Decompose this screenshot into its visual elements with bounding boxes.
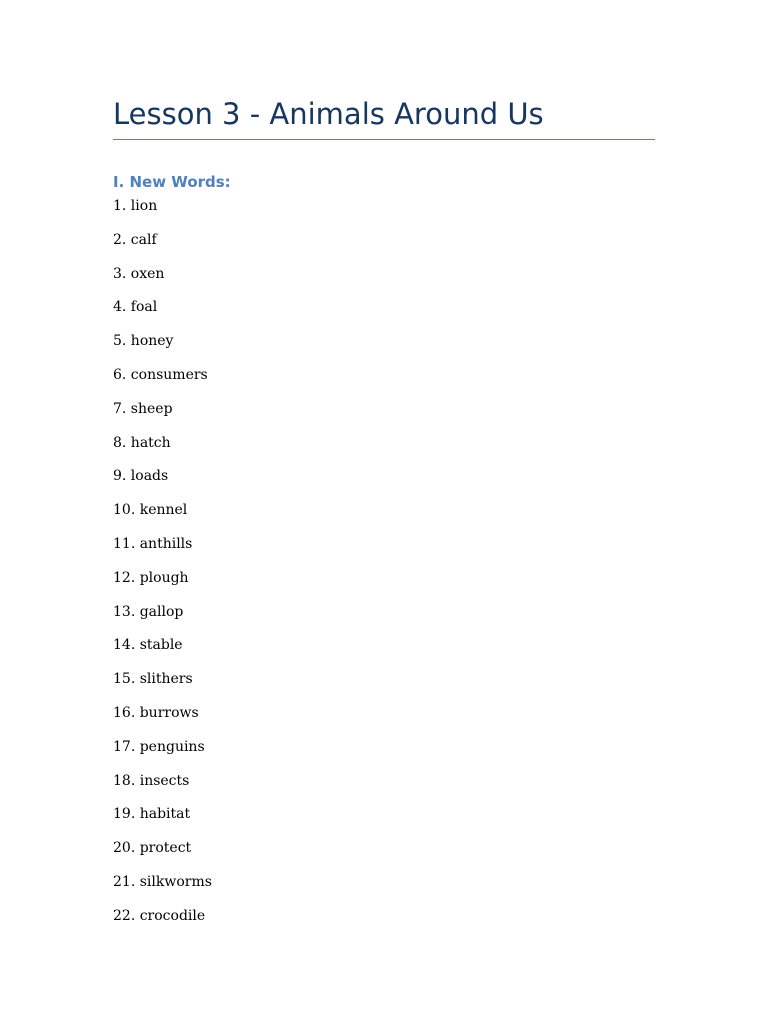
word-item-22: 22. crocodile — [113, 907, 206, 924]
word-item-9: 9. loads — [113, 468, 169, 485]
word-item-8: 8. hatch — [113, 434, 171, 451]
word-item-1: 1. lion — [113, 198, 158, 214]
page-title: Lesson 3 - Animals Around Us — [113, 97, 544, 131]
new-words-list — [113, 196, 212, 940]
word-item-10: 10. kennel — [113, 502, 188, 519]
section-heading-new-words: I. New Words: — [113, 173, 231, 191]
word-item-19: 19. habitat — [113, 806, 191, 823]
word-item-12: 12. plough — [113, 569, 189, 586]
word-item-14: 14. stable — [113, 637, 183, 654]
word-item-3: 3. oxen — [113, 265, 165, 282]
word-item-11: 11. anthills — [113, 535, 193, 552]
word-item-6: 6. consumers — [113, 366, 208, 383]
word-item-20: 20. protect — [113, 840, 192, 857]
word-item-5: 5. honey — [113, 333, 174, 350]
word-item-21: 21. silkworms — [113, 873, 212, 890]
word-item-18: 18. insects — [113, 772, 190, 789]
word-item-4: 4. foal — [113, 299, 158, 316]
word-item-17: 17. penguins — [113, 738, 205, 755]
word-item-7: 7. sheep — [113, 400, 173, 417]
word-item-15: 15. slithers — [113, 671, 193, 688]
title-underline-rule — [113, 139, 655, 140]
word-item-13: 13. gallop — [113, 603, 184, 620]
word-item-2: 2. calf — [113, 231, 157, 248]
word-item-16: 16. burrows — [113, 704, 199, 721]
